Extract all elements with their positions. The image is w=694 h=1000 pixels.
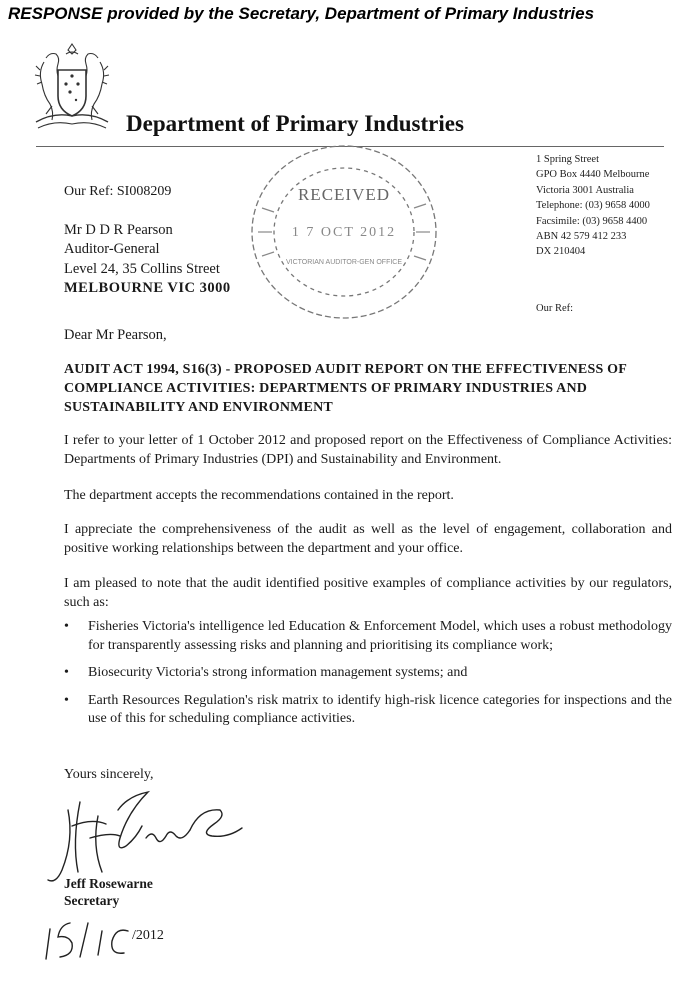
- contact-line: Telephone: (03) 9658 4000: [536, 200, 650, 212]
- contact-line: ABN 42 579 412 233: [536, 230, 627, 242]
- signatory-name: Jeff Rosewarne: [64, 876, 153, 891]
- coat-of-arms-logo: [30, 40, 114, 136]
- stamp-received-text: RECEIVED: [297, 185, 391, 204]
- stamp-date-text: 1 7 OCT 2012: [291, 225, 397, 240]
- paragraph: The department accepts the recommendations contained in the report.: [64, 488, 454, 503]
- paragraph: I am pleased to note that the audit identified positive examples of compliance activities by our regulators, such as:: [64, 576, 672, 610]
- contact-line: Facsimile: (03) 9658 4400: [536, 215, 648, 227]
- response-banner: RESPONSE provided by the Secretary, Department of Primary Industries: [8, 4, 595, 23]
- list-item: [64, 664, 672, 683]
- list-item-text: Fisheries Victoria's intelligence led Education & Enforcement Model, which uses a robust methodology for transparently assessing risks and planning and prioritising its compliance work;: [88, 619, 672, 653]
- list-item: [64, 618, 672, 655]
- list-item-text: Biosecurity Victoria's strong information management systems; and: [88, 665, 468, 680]
- letter-subject: AUDIT ACT 1994, S16(3) - PROPOSED AUDIT REPORT ON THE EFFECTIVENESS OF COMPLIANCE ACTIVITIES: DEPARTMENTS OF PRIMARY INDUSTRIES AND SUSTAINABILITY AND ENVIRONMENT: [64, 362, 627, 415]
- salutation: Dear Mr Pearson,: [64, 327, 167, 343]
- bullet-icon: •: [64, 619, 69, 634]
- recipient-name: Mr D D R Pearson: [64, 222, 173, 238]
- department-name-heading: Department of Primary Industries: [126, 111, 464, 136]
- received-stamp: [232, 128, 456, 328]
- list-item: [64, 692, 672, 729]
- contact-line: 1 Spring Street: [536, 154, 599, 165]
- recipient-address: [64, 221, 231, 298]
- bullet-icon: •: [64, 665, 69, 680]
- list-item-text: Earth Resources Regulation's risk matrix to identify high-risk licence categories for inspections and the use of this for scheduling compliance activities.: [88, 692, 672, 726]
- handwritten-signature: [28, 780, 258, 890]
- contact-line: Victoria 3001 Australia: [536, 184, 634, 196]
- stamp-office-text: VICTORIAN AUDITOR-GEN OFFICE: [285, 259, 403, 266]
- department-contact-block: [536, 152, 650, 260]
- closing: Yours sincerely,: [64, 767, 154, 782]
- their-reference-label: Our Ref:: [536, 303, 574, 314]
- bullet-list: [64, 618, 672, 738]
- recipient-city: MELBOURNE VIC 3000: [64, 279, 231, 296]
- contact-line: DX 210404: [536, 246, 586, 258]
- contact-line: GPO Box 4440 Melbourne: [536, 169, 650, 181]
- recipient-title: Auditor-General: [64, 241, 160, 258]
- signature-date-year: /2012: [132, 928, 164, 943]
- recipient-street: Level 24, 35 Collins Street: [64, 260, 220, 277]
- paragraph: I refer to your letter of 1 October 2012 and proposed report on the Effectiveness of Compliance Activities: Departments of Primary Industries (DPI) and Sustainability and Environment.: [64, 433, 672, 467]
- bullet-icon: •: [64, 692, 69, 708]
- paragraph: I appreciate the comprehensiveness of the audit as well as the level of engagement, collaboration and positive working relationships between the department and your office.: [64, 522, 672, 556]
- signatory-title: Secretary: [64, 893, 120, 908]
- our-reference: Our Ref: SI008209: [64, 184, 172, 199]
